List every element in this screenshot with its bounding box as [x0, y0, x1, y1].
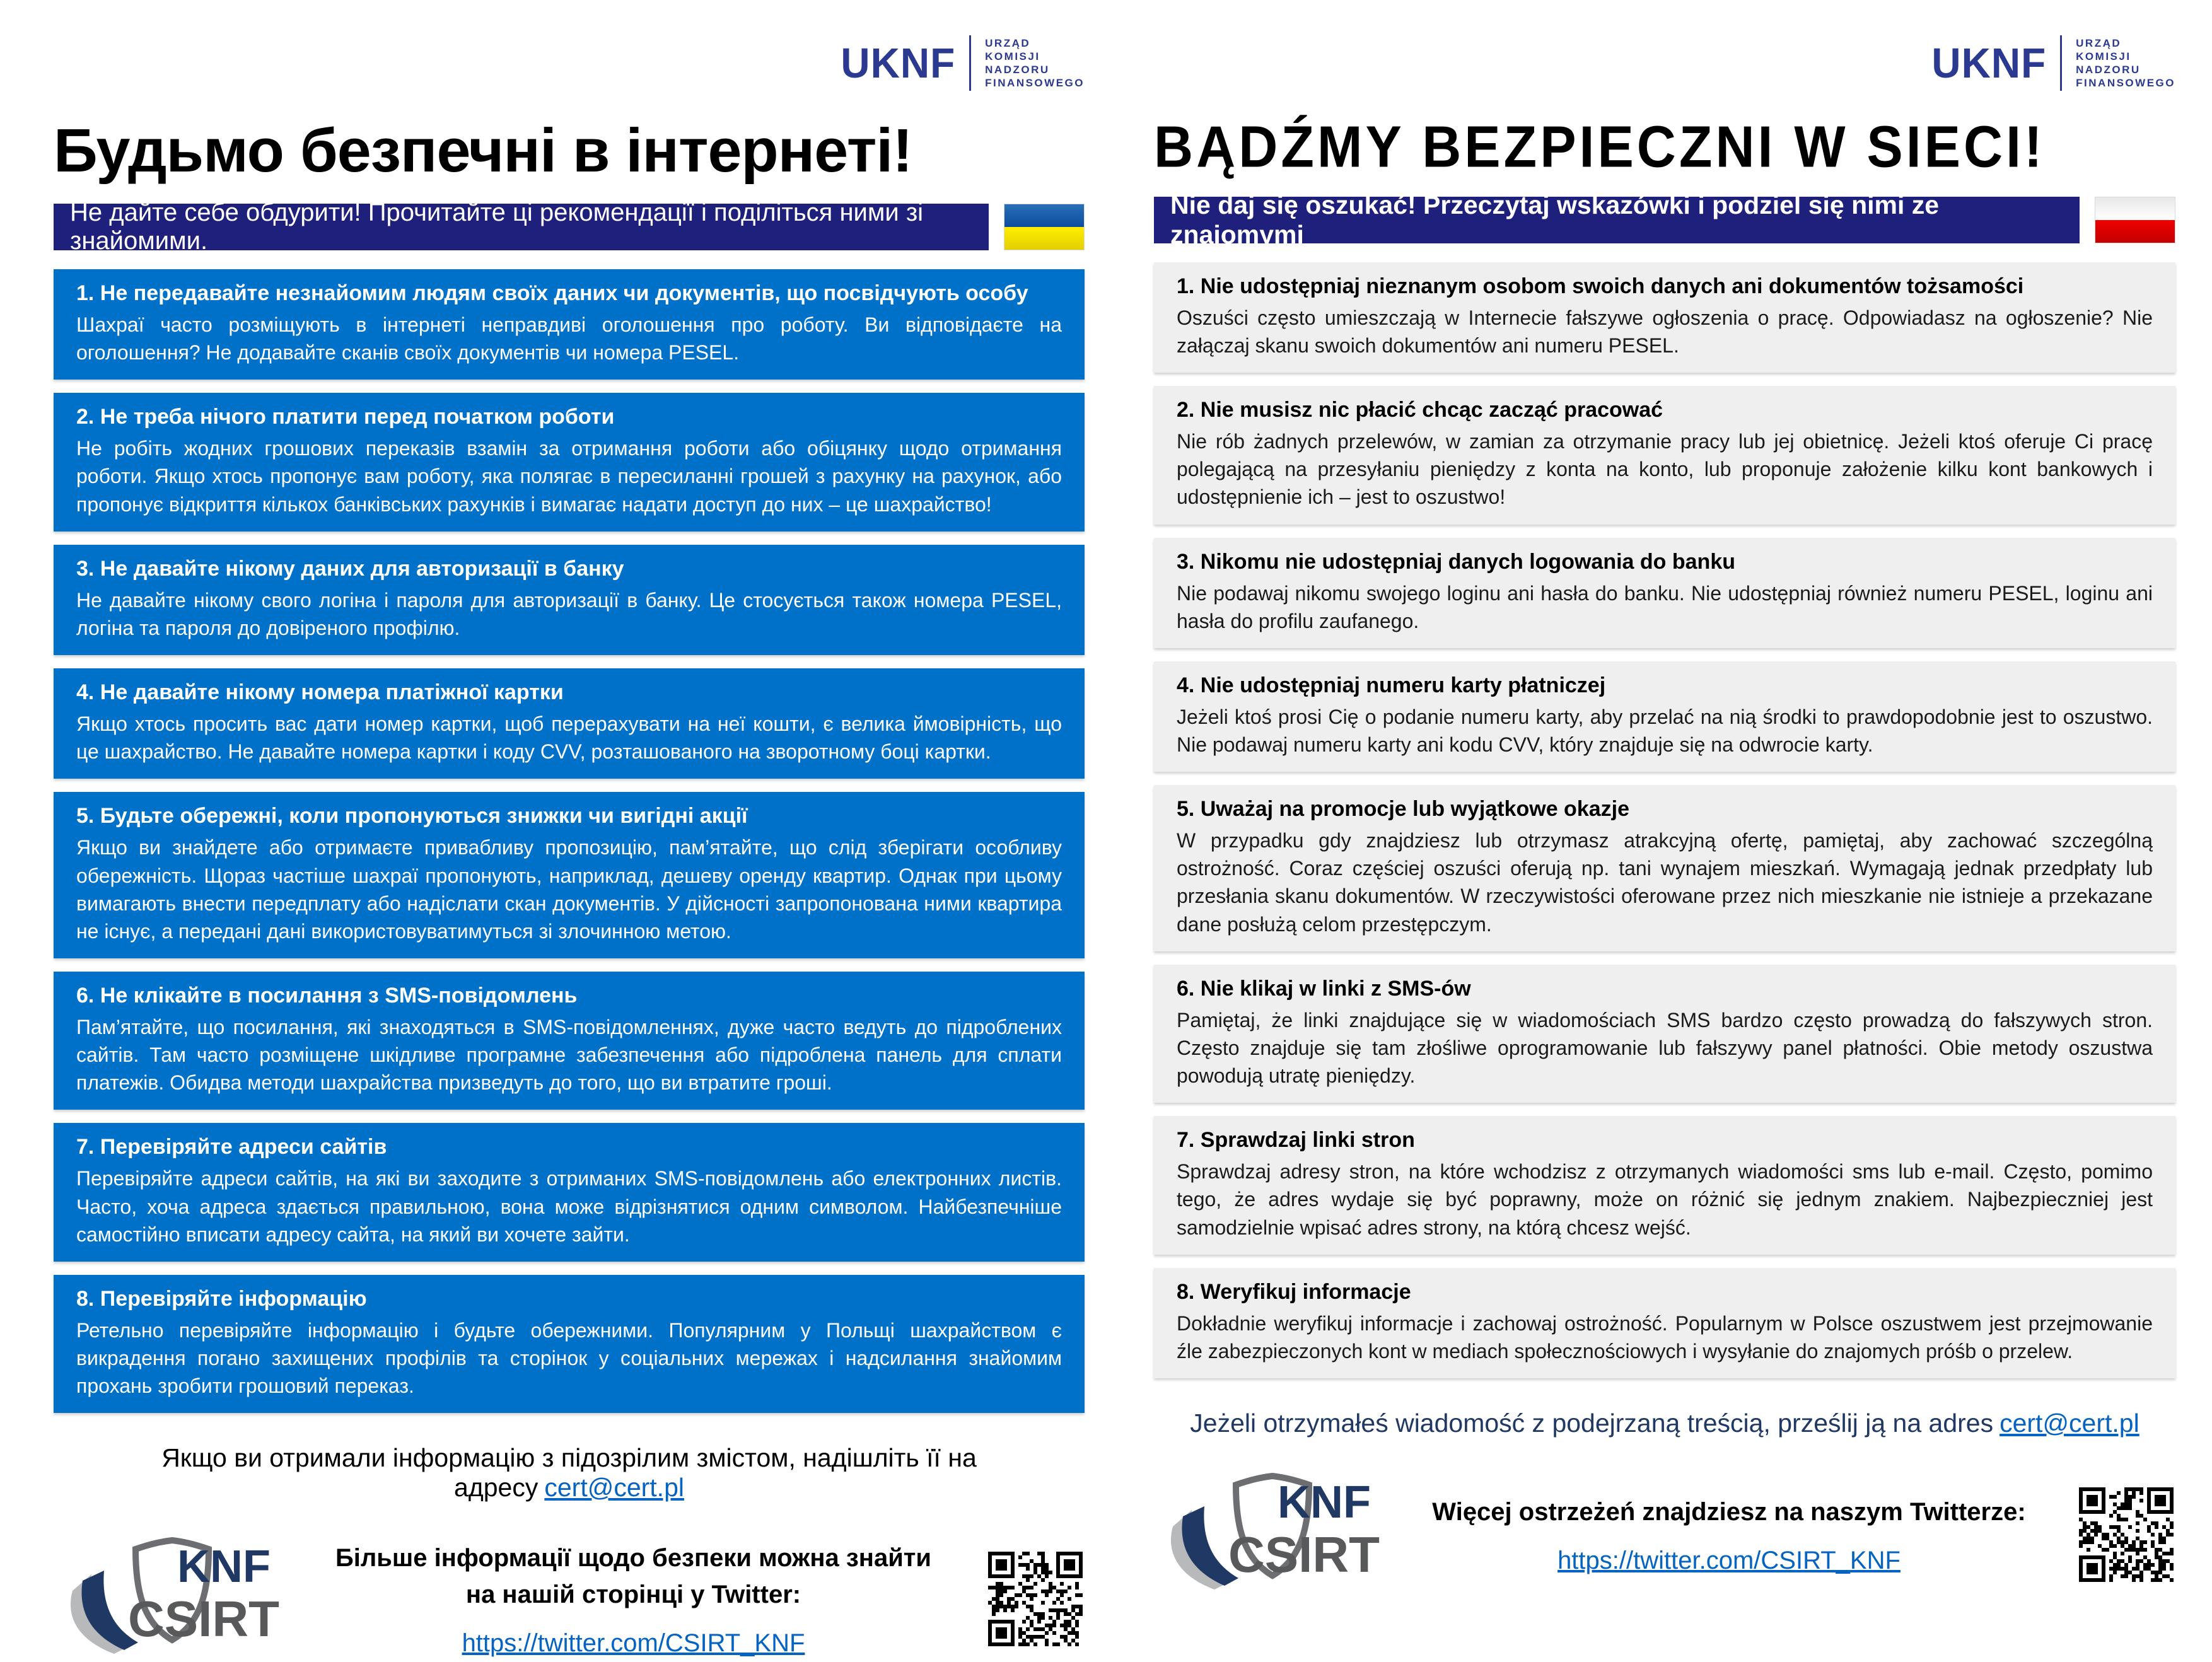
tip-card [1154, 1268, 2175, 1378]
tip-body: Nie podawaj nikomu swojego loginu ani hasła do banku. Nie udostępniaj również numeru PESEL, loginu ani hasła do profilu zaufanego. [1177, 581, 2153, 632]
tip-card [54, 393, 1085, 531]
twitter-link[interactable]: https://twitter.com/CSIRT_KNF [462, 1629, 805, 1658]
tips-list [1154, 262, 2175, 1378]
ukraine-flag [1004, 204, 1085, 250]
tip-body: Pamiętaj, że linki znajdujące się w wiadomościach SMS bardzo często prowadzą do fałszywych stron. Często znajduje się tam złośliwe oprogramowanie lub fałszywy panel płatności. Obie metody oszustwa powodują utratę pieniędzy. [1177, 1008, 2153, 1088]
tip-title: 5. Будьте обережні, коли пропонуються знижки чи вигідні акції [76, 804, 748, 828]
tip-body: Ретельно перевіряйте інформацію і будьте обережними. Популярним у Польщі шахрайством є викрадення погано захищених профілів та сторінок у соціальних мережах і надсилання знайомим прохань зробити грошовий переказ. [76, 1318, 1062, 1398]
uknf-logo-text: URZĄD KOMISJI NADZORU FINANSOWEGO [2076, 37, 2175, 90]
svg-text:KNF: KNF [1278, 1477, 1371, 1528]
tip-title: 3. Nikomu nie udostępniaj danych logowania do banku [1177, 549, 1735, 574]
tip-title: 8. Weryfikuj informacje [1177, 1279, 1411, 1304]
tip-title: 7. Sprawdzaj linki stron [1177, 1128, 1415, 1153]
tip-title: 3. Не давайте нікому даних для авторизації в банку [76, 556, 624, 581]
uknf-logo [1931, 33, 2175, 93]
tip-body: Якщо ви знайдете або отримаєте привабливу пропозицію, пам’ятайте, що слід зберігати особливу обережність. Щораз частіше шахраї пропонують, наприклад, дешеву оренду квартир. Однак при цьому вимагають внести передплату або надіслати скан документів. У дійсності запропонована ними квартира не існує, а передані дані використовуватимуться зі злочинною метою. [76, 836, 1062, 943]
uknf-logo-divider [969, 35, 971, 91]
banner-row [1154, 190, 2175, 249]
tip-body: Не давайте нікому свого логіна і пароля для авторизації в банку. Це стосується також номера PESEL, логіна та пароля до довіреного профілю. [76, 588, 1062, 639]
header [54, 33, 1085, 93]
footer-text: Więcej ostrzeżeń znajdziesz na naszym Twitterze: https://twitter.com/CSIRT_KNF [1432, 1498, 2026, 1574]
qr-code [986, 1550, 1085, 1648]
ukraine-flag-blue-stripe [1004, 204, 1084, 227]
subtitle-banner: Не дайте себе обдурити! Прочитайте ці рекомендації і поділіться ними зі знайомими. [54, 204, 989, 250]
twitter-link[interactable]: https://twitter.com/CSIRT_KNF [1557, 1547, 1901, 1574]
tip-body: Не робіть жодних грошових переказів взамін за отримання роботи або обіцянку щодо отримання роботи. Якщо хтось пропонує вам роботу, яка полягає в пересиланні грошей з рахунку на рахунок, або пропонує відкриття кількох банківських рахунків і вимагає надати доступ до них – це шахрайство! [76, 437, 1062, 516]
tip-title: 4. Nie udostępniaj numeru karty płatniczej [1177, 673, 1606, 697]
page-title-ukrainian: Будьмо безпечні в інтернеті! [54, 116, 912, 185]
uknf-logo-divider [2060, 35, 2062, 91]
tip-card [1154, 538, 2175, 648]
tip-body: W przypadku gdy znajdziesz lub otrzymasz atrakcyjną ofertę, pamiętaj, aby zachować szczególną ostrożność. Coraz częściej oszuści oferują np. tani wynajem mieszkań. Wymagają jednak przedpłaty lub przesłania skanu dokumentów. W rzeczywistości oferowane przez nich mieszkanie nie istnieje a przekazane dane posłużą celom przestępczym. [1177, 829, 2153, 936]
cert-email-link[interactable]: cert@cert.pl [544, 1473, 684, 1502]
uknf-logo [841, 33, 1085, 93]
tip-card [54, 972, 1085, 1110]
svg-text:CSIRT: CSIRT [128, 1591, 279, 1647]
tip-card [1154, 386, 2175, 524]
panel-ukrainian [0, 0, 1106, 1658]
footer-text: Більше інформації щодо безпеки можна знайти на нашій сторінці у Twitter: https://twitter.com/CSIRT_KNF [335, 1544, 931, 1658]
tip-title: 1. Не передавайте незнайомим людям своїх даних чи документів, що посвідчують особу [76, 281, 1028, 305]
tip-title: 2. Nie musisz nic płacić chcąc zacząć pracować [1177, 398, 1663, 422]
tip-title: 4. Не давайте нікому номера платіжної картки [76, 680, 564, 705]
report-line: Jeżeli otrzymałeś wiadomość z podejrzaną treścią, prześlij ją na adres cert@cert.pl [1190, 1409, 2139, 1438]
tip-body: Sprawdzaj adresy stron, na które wchodzisz z otrzymanych wiadomości sms lub e-mail. Często, pomimo tego, że adres wydaje się być poprawny, może on różnić się jednym znakiem. Najbezpieczniej jest samodzielnie wpisać adres strony, na którą chcesz wejść. [1177, 1160, 2153, 1239]
svg-text:CSIRT: CSIRT [1228, 1526, 1380, 1583]
tip-card [54, 1123, 1085, 1261]
tip-title: 6. Не клікайте в посилання з SMS-повідомлень [76, 983, 578, 1008]
ukraine-flag-yellow-stripe [1004, 227, 1084, 250]
tip-card [1154, 965, 2175, 1103]
footer [1154, 1471, 2175, 1598]
svg-text:KNF: KNF [177, 1542, 271, 1593]
footer [54, 1535, 1085, 1662]
subtitle-banner: Nie daj się oszukać! Przeczytaj wskazówki i podziel się nimi ze znajomymi [1154, 197, 2080, 243]
tip-body: Jeżeli ktoś prosi Cię o podanie numeru karty, aby przelać na nią środki to prawdopodobnie jest to oszustwo. Nie podawaj numeru karty ani kodu CVV, który znajduje się na odwrocie karty. [1177, 705, 2153, 756]
tips-list [54, 269, 1085, 1413]
tip-body: Якщо хтось просить вас дати номер картки, щоб перерахувати на неї кошти, є велика ймовірність, що це шахрайство. Не давайте номера картки і коду CVV, розташованого на зворотному боці картки. [76, 712, 1062, 764]
page-title-polish: BĄDŹMY BEZPIECZNI W SIECI! [1154, 114, 2046, 180]
tip-card [1154, 262, 2175, 373]
tip-title: 6. Nie klikaj w linki z SMS-ów [1177, 976, 1471, 1001]
header [1154, 33, 2175, 93]
qr-code [2077, 1485, 2175, 1584]
tip-title: 5. Uważaj na promocje lub wyjątkowe okazje [1177, 797, 1630, 822]
tip-card [1154, 1116, 2175, 1254]
tip-card [1154, 785, 2175, 951]
poland-flag-white-stripe [2095, 197, 2175, 220]
banner-row [54, 198, 1085, 255]
tip-body: Пам’ятайте, що посилання, які знаходяться в SMS-повідомленнях, дуже часто ведуть до підроблених сайтів. Там часто розміщене шкідливе програмне забезпечення або підроблена панель для сплати платежів. Обидва методи шахрайства призведуть до того, що ви втратите гроші. [76, 1015, 1062, 1095]
tip-card [54, 269, 1085, 380]
tip-card [54, 668, 1085, 779]
tip-card [54, 545, 1085, 655]
tip-title: 7. Перевіряйте адреси сайтів [76, 1135, 387, 1159]
tip-card [54, 792, 1085, 958]
uknf-acronym: UKNF [1931, 39, 2047, 87]
tip-body: Перевіряйте адреси сайтів, на які ви заходите з отриманих SMS-повідомлень або електронних листів. Часто, хоча адреса здається правильною, вона може відрізнятися одним символом. Найбезпечніше самостійно вписати адресу сайта, на який ви хочете зайти. [76, 1167, 1062, 1246]
tip-body: Oszuści często umieszczają w Internecie fałszywe ogłoszenia o pracę. Odpowiadasz na ogłoszenie? Nie załączaj skanu swoich dokumentów ani numeru PESEL. [1177, 306, 2153, 357]
tip-body: Шахраї часто розміщують в інтернеті неправдиві оголошення про роботу. Ви відповідаєте на оголошення? Не додавайте сканів своїх документів чи номера PESEL. [76, 313, 1062, 364]
tip-title: 2. Не треба нічого платити перед початком роботи [76, 405, 615, 429]
tip-title: 1. Nie udostępniaj nieznanym osobom swoich danych ani dokumentów tożsamości [1177, 274, 2024, 298]
tip-body: Dokładnie weryfikuj informacje i zachowaj ostrożność. Popularnym w Polsce oszustwem jest przejmowanie źle zabezpieczonych kont w mediach społecznościowych i wysyłanie do znajomych próśb o przelew. [1177, 1311, 2153, 1363]
report-line: Якщо ви отримали інформацію з підозрілим змістом, надішліть її на адресу cert@cert.pl [161, 1443, 977, 1502]
tip-body: Nie rób żadnych przelewów, w zamian za otrzymanie pracy lub jej obietnicę. Jeżeli ktoś oferuje Ci pracę polegającą na przesyłaniu pieniędzy z konta na konto, lub proponuje założenie kilku kont bankowych i udostępnienie ich – jest to oszustwo! [1177, 430, 2153, 509]
poland-flag-red-stripe [2095, 220, 2175, 243]
tip-card [1154, 661, 2175, 772]
poland-flag [2095, 197, 2175, 243]
csirt-knf-logo [1154, 1471, 1381, 1598]
uknf-acronym: UKNF [841, 39, 956, 87]
csirt-knf-logo [54, 1535, 281, 1662]
tip-title: 8. Перевіряйте інформацію [76, 1286, 367, 1311]
tip-card [54, 1275, 1085, 1413]
cert-email-link[interactable]: cert@cert.pl [2000, 1409, 2139, 1438]
uknf-logo-text: URZĄD KOMISJI NADZORU FINANSOWEGO [985, 37, 1085, 90]
panel-polish [1106, 0, 2212, 1583]
